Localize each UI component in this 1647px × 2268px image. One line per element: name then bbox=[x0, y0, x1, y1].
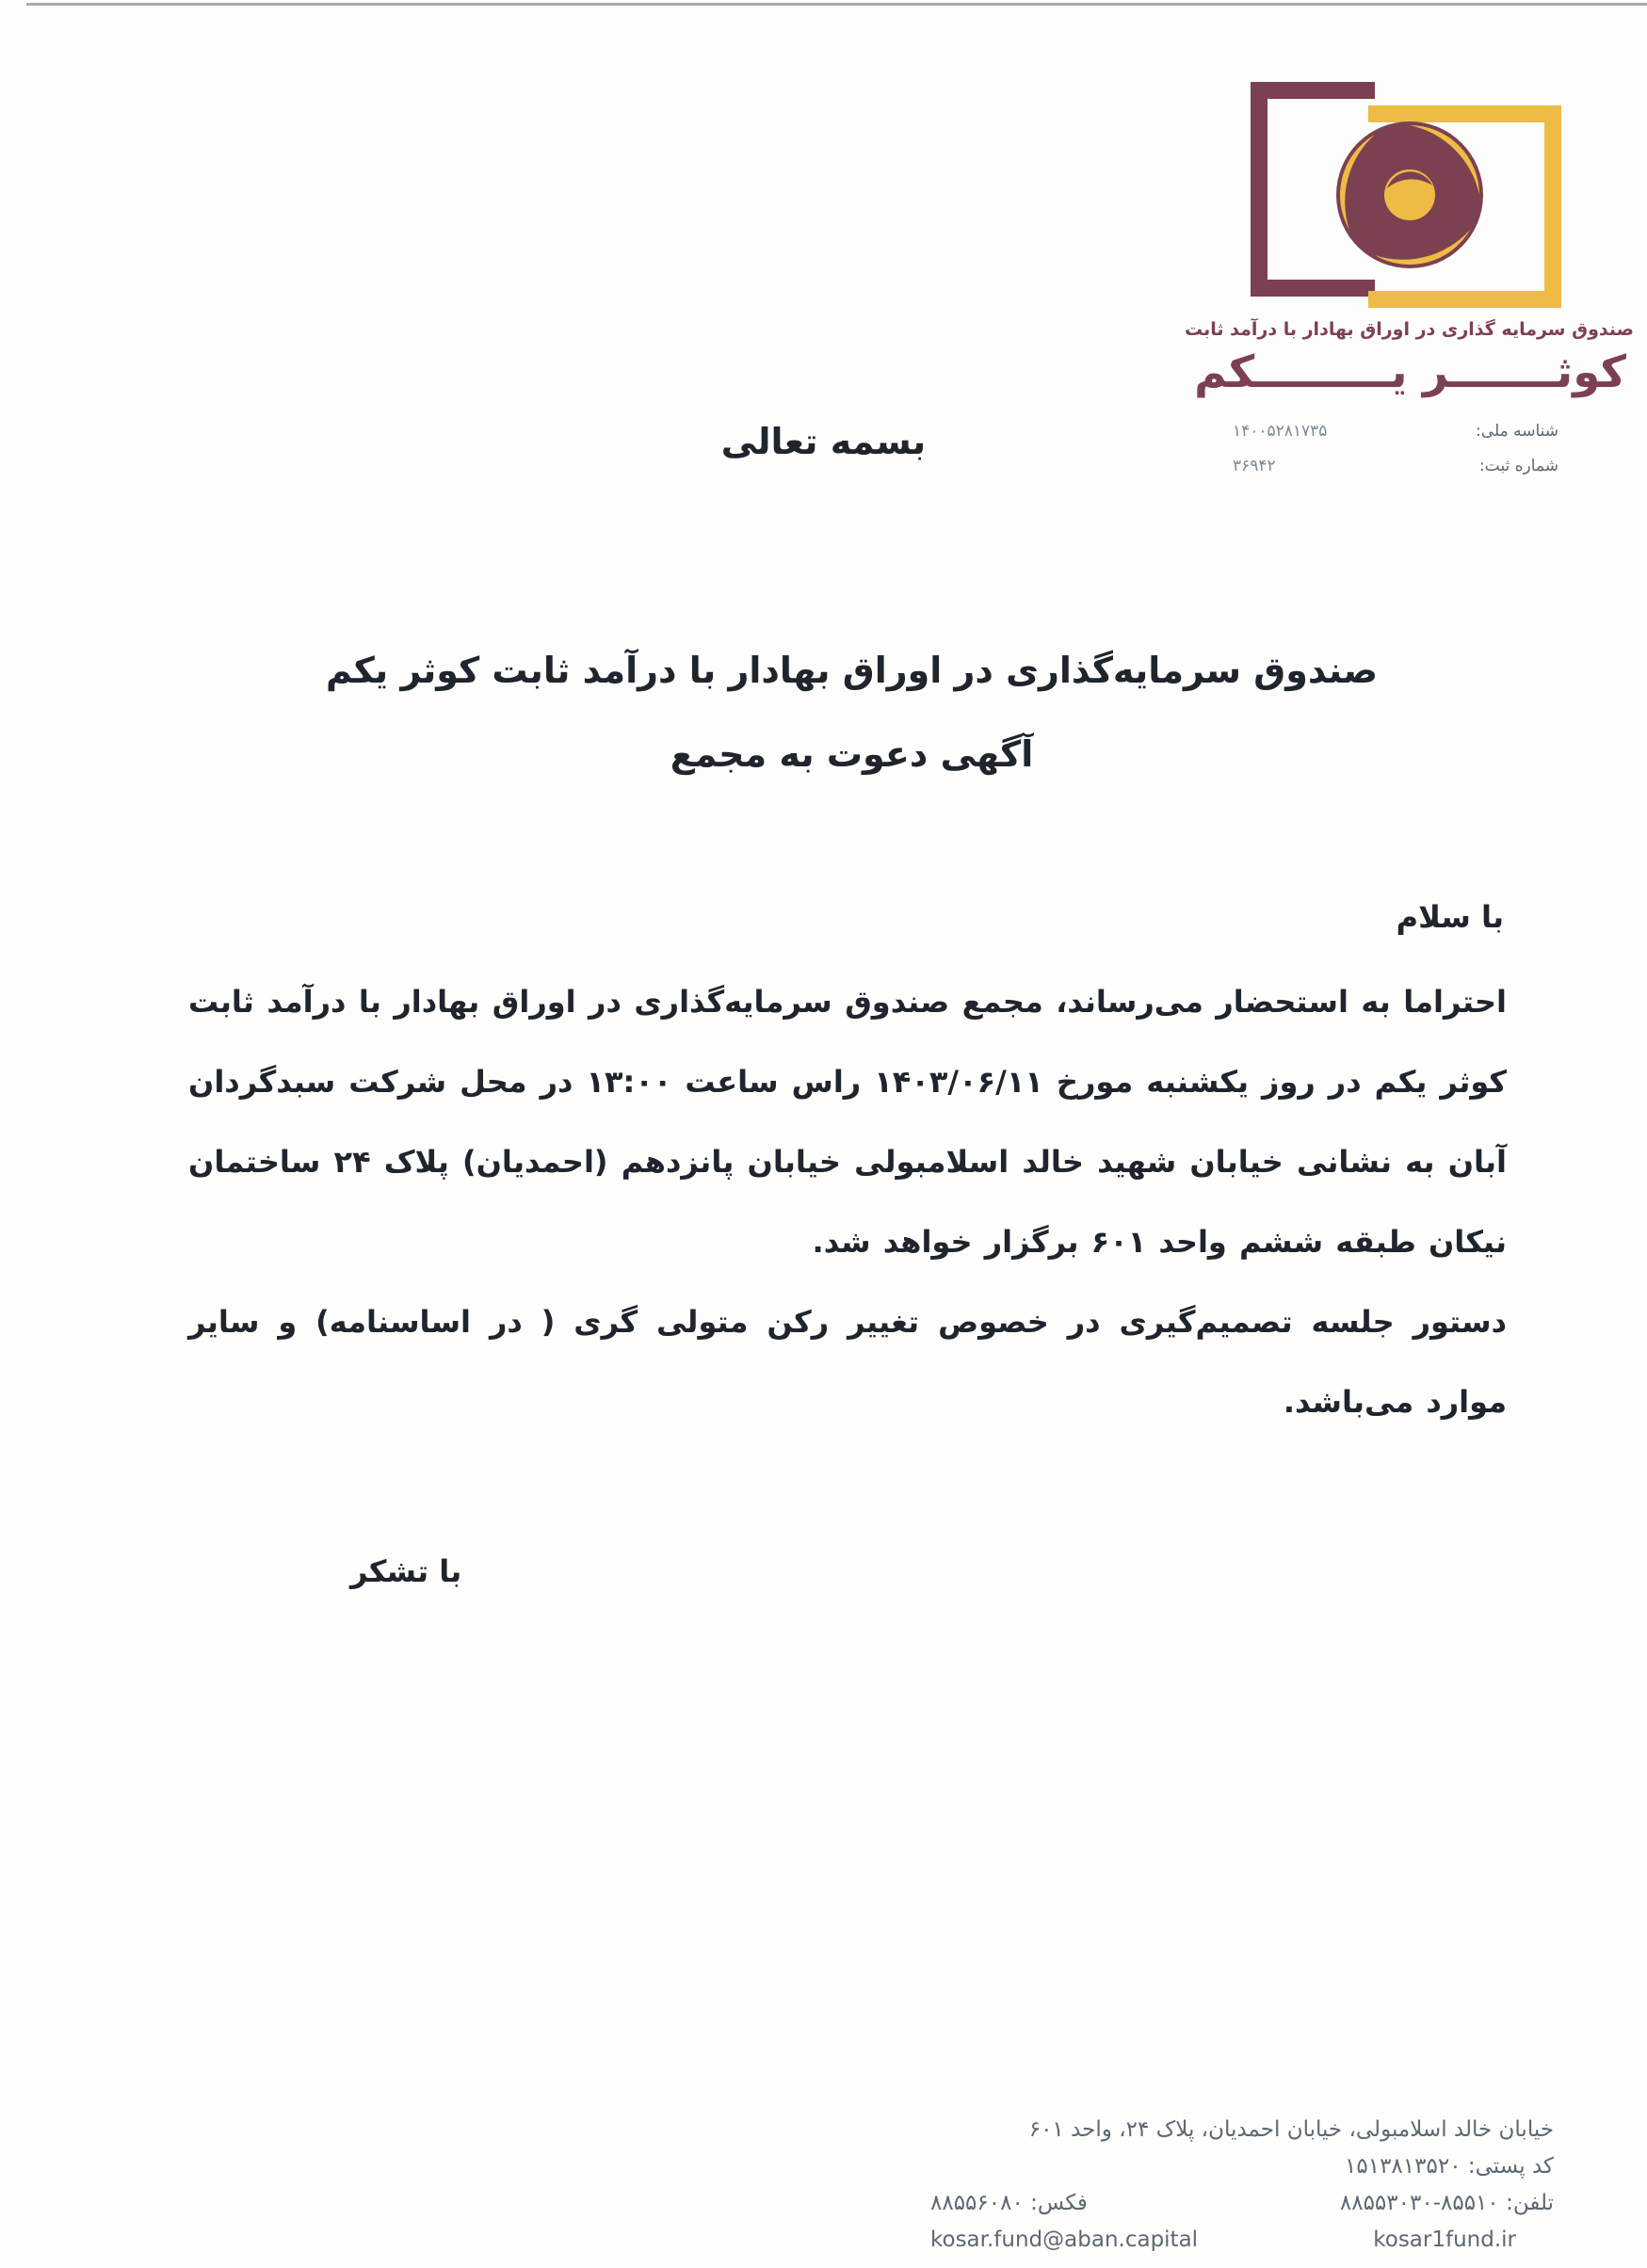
footer-website: kosar1fund.ir bbox=[1373, 2228, 1516, 2252]
fax-entry bbox=[930, 2189, 1088, 2217]
footer-contact-row bbox=[930, 2189, 1554, 2217]
besmellah-heading: بسمه تعالی bbox=[720, 421, 927, 462]
brand-name: کوثـــــــر یـــــــــکم bbox=[1194, 346, 1626, 398]
phone-value: ۸۸۵۵۳۰۳۰-۸۵۵۱۰ bbox=[1339, 2191, 1499, 2215]
salutation: با سلام bbox=[1396, 899, 1504, 935]
footer-links-row bbox=[930, 2226, 1554, 2254]
body-paragraph-2: دستور جلسه تصمیم‌گیری در خصوص تغییر رکن متولی گری ( در اساسنامه) و سایر موارد می‌باشد. bbox=[188, 1304, 1507, 1420]
registration-number-value: ۳۶۹۴۲ bbox=[1233, 457, 1276, 475]
letter-title-line2: آگهی دعوت به مجمع bbox=[670, 733, 1034, 775]
letter-title-line1: صندوق سرمایه‌گذاری در اوراق بهادار با درآمد ثابت کوثر یکم bbox=[325, 650, 1379, 691]
footer-address: خیابان خالد اسلامبولی، خیابان احمدیان، پلاک ۲۴، واحد ۶۰۱ bbox=[1028, 2117, 1554, 2142]
letterhead-footer bbox=[930, 2115, 1554, 2262]
national-id-label: شناسه ملی: bbox=[1476, 422, 1558, 441]
body-paragraph-1: احتراما به استحضار می‌رساند، مجمع صندوق سرمایه‌گذاری در اوراق بهادار با درآمد ثابت کوثر یکم در روز یکشنبه مورخ ۱۴۰۳/۰۶/۱۱ راس ساعت ۱۳:۰۰ در محل شرکت سبدگردان آبان به نشانی خیابان شهید خالد اسلامبولی خیابان پانزدهم (احمدیان) پلاک ۲۴ ساختمان نیکان طبقه ششم واحد ۶۰۱ برگزار خواهد شد. bbox=[188, 984, 1508, 1260]
phone-label: تلفن: bbox=[1506, 2191, 1554, 2215]
letter-body bbox=[188, 962, 1507, 1442]
phone-entry bbox=[1340, 2189, 1554, 2217]
kosar-fund-logo-icon bbox=[1251, 80, 1571, 314]
fax-label: فکس: bbox=[1030, 2191, 1088, 2215]
footer-email: kosar.fund@aban.capital bbox=[930, 2228, 1199, 2252]
fax-value: ۸۸۵۵۶۰۸۰ bbox=[930, 2191, 1024, 2215]
closing-signoff: با تشکر bbox=[350, 1553, 462, 1589]
postal-code-label: کد پستی: bbox=[1467, 2154, 1554, 2179]
registration-number-label: شماره ثبت: bbox=[1478, 457, 1558, 475]
postal-code-value: ۱۵۱۳۸۱۳۵۲۰ bbox=[1345, 2154, 1461, 2179]
national-id-value: ۱۴۰۰۵۲۸۱۷۳۵ bbox=[1233, 422, 1328, 441]
brand-tagline: صندوق سرمایه گذاری در اوراق بهادار با درآمد ثابت bbox=[1185, 319, 1634, 340]
scan-edge-line bbox=[26, 3, 1647, 6]
footer-postal-row bbox=[930, 2152, 1554, 2180]
